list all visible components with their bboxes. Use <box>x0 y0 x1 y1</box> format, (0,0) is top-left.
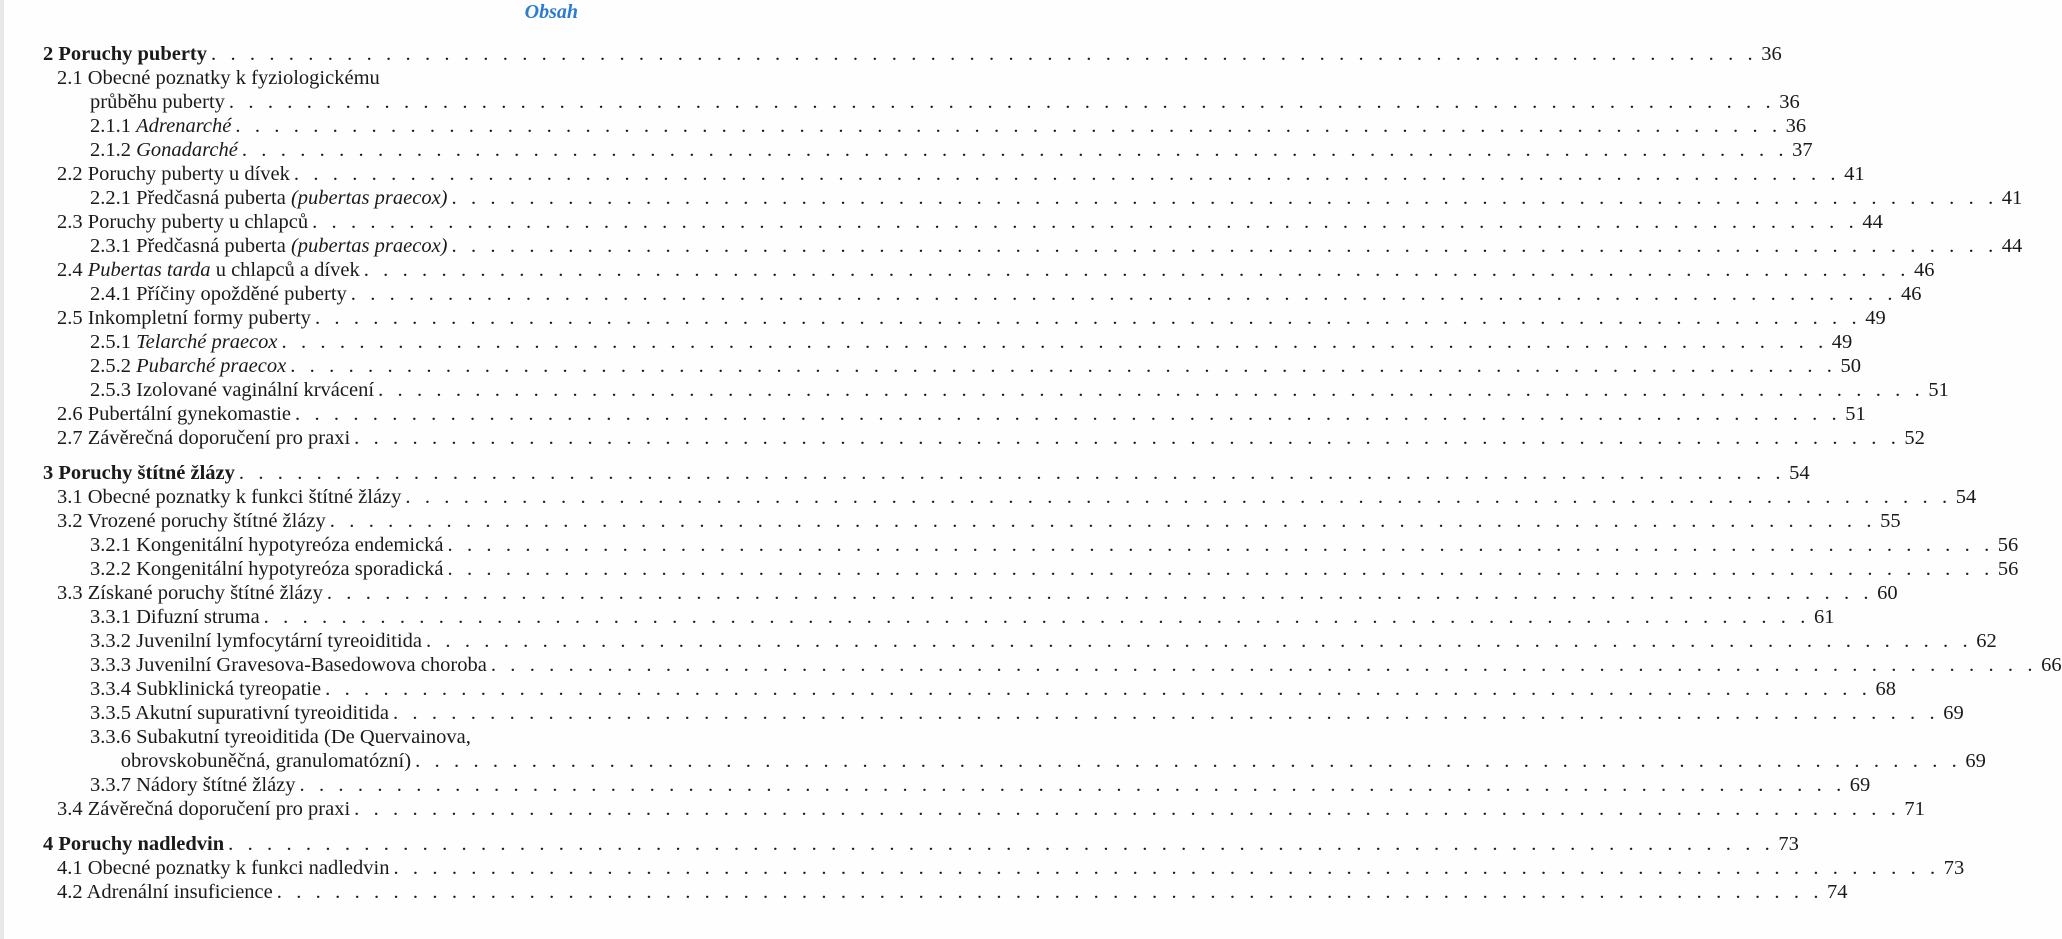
toc-entry[interactable] <box>0 282 1922 306</box>
page-number: 44 <box>2001 235 2023 257</box>
page-number: 73 <box>1778 833 1799 855</box>
toc-entry[interactable] <box>0 605 1835 629</box>
entry-title-text: 2.6 Pubertální gynekomastie <box>57 403 291 425</box>
toc-entry[interactable] <box>0 330 1853 354</box>
entry-title <box>90 725 471 749</box>
toc-entry[interactable] <box>0 629 1997 653</box>
dot-leader: . . . . . . . . . . . . . . . . . . . . . . . . . . . . . . . . . . . . . . . . . . . . . . . . . . . . . . . . . . . . . . . . . . . . . . . . . . . . . . . . <box>393 857 1940 879</box>
page-number: 46 <box>1913 259 1935 281</box>
entry-title-text: 2.5 Inkompletní formy puberty <box>57 307 311 329</box>
toc-entry[interactable] <box>0 234 2023 258</box>
dot-leader: . . . . . . . . . . . . . . . . . . . . . . . . . . . . . . . . . . . . . . . . . . . . . . . . . . . . . . . . . . . . . . . . . . . . . . . . . . . . . . . . <box>447 534 1994 556</box>
page-number: 50 <box>1840 355 1861 377</box>
dot-leader: . . . . . . . . . . . . . . . . . . . . . . . . . . . . . . . . . . . . . . . . . . . . . . . . . . . . . . . . . . . . . . . . . . . . . . . . . . . . . . . . <box>354 427 1901 449</box>
table-of-contents <box>0 42 2062 904</box>
toc-entry[interactable] <box>0 90 1800 114</box>
section-header: Obsah <box>524 1 578 23</box>
entry-title-italic: (pubertas praecox) <box>290 235 448 257</box>
toc-entry[interactable] <box>0 485 1977 509</box>
entry-title-italic: (pubertas praecox) <box>290 187 448 209</box>
entry-title-text: 2.3.1 Předčasná puberta <box>90 235 291 257</box>
dot-leader: . . . . . . . . . . . . . . . . . . . . . . . . . . . . . . . . . . . . . . . . . . . . . . . . . . . . . . . . . . . . . . . . . . . . . . . . . . . . . . . . <box>235 115 1782 137</box>
page-number: 52 <box>1904 427 1925 449</box>
page-number: 68 <box>1875 678 1896 700</box>
page-number: 69 <box>1849 774 1871 796</box>
dot-leader: . . . . . . . . . . . . . . . . . . . . . . . . . . . . . . . . . . . . . . . . . . . . . . . . . . . . . . . . . . . . . . . . . . . . . . . . . . . . . . . . <box>238 462 1786 484</box>
entry-title <box>90 557 444 581</box>
entry-title <box>43 832 224 856</box>
entry-title <box>90 186 448 210</box>
dot-leader: . . . . . . . . . . . . . . . . . . . . . . . . . . . . . . . . . . . . . . . . . . . . . . . . . . . . . . . . . . . . . . . . . . . . . . . . . . . . . . . . <box>276 881 1824 903</box>
entry-title-text: 3.3.2 Juvenilní lymfocytární tyreoiditida <box>90 630 422 652</box>
toc-entry[interactable] <box>0 426 1925 450</box>
toc-entry[interactable] <box>0 509 1901 533</box>
toc-entry[interactable] <box>0 354 1861 378</box>
toc-chapter[interactable] <box>0 461 1810 485</box>
entry-title <box>90 629 422 653</box>
toc-entry[interactable] <box>0 653 2062 677</box>
toc-entry[interactable] <box>0 701 1964 725</box>
toc-entry[interactable] <box>0 306 1886 330</box>
entry-title <box>90 533 444 557</box>
entry-title <box>57 210 308 234</box>
entry-title <box>57 880 273 904</box>
entry-title-text: 2.2 Poruchy puberty u dívek <box>57 163 290 185</box>
toc-entry[interactable] <box>0 210 1883 234</box>
entry-title <box>90 138 238 162</box>
toc-entry[interactable] <box>0 725 600 749</box>
dot-leader: . . . . . . . . . . . . . . . . . . . . . . . . . . . . . . . . . . . . . . . . . . . . . . . . . . . . . . . . . . . . . . . . . . . . . . . . . . . . . . . . <box>241 139 1789 161</box>
entry-title-text: 4 Poruchy nadledvin <box>43 833 225 855</box>
page-number: 49 <box>1865 307 1886 329</box>
page-number: 71 <box>1904 798 1925 820</box>
dot-leader: . . . . . . . . . . . . . . . . . . . . . . . . . . . . . . . . . . . . . . . . . . . . . . . . . . . . . . . . . . . . . . . . . . . . . . . . . . . . . . . . <box>378 379 1925 401</box>
entry-title <box>90 282 347 306</box>
page-number: 56 <box>1997 534 2019 556</box>
page-number: 51 <box>1928 379 1949 401</box>
toc-entry[interactable] <box>0 557 2019 581</box>
page-number: 55 <box>1880 510 1901 532</box>
entry-title <box>57 162 290 186</box>
dot-leader: . . . . . . . . . . . . . . . . . . . . . . . . . . . . . . . . . . . . . . . . . . . . . . . . . . . . . . . . . . . . . . . . . . . . . . . . . . . . . . . . <box>299 774 1846 796</box>
dot-leader: . . . . . . . . . . . . . . . . . . . . . . . . . . . . . . . . . . . . . . . . . . . . . . . . . . . . . . . . . . . . . . . . . . . . . . . . . . . . . . . . <box>405 486 1952 508</box>
entry-title <box>90 653 487 677</box>
page-number: 69 <box>1943 702 1964 724</box>
entry-title-text: průběhu puberty <box>90 91 225 113</box>
entry-title-text: 2.3 Poruchy puberty u chlapců <box>57 211 309 233</box>
dot-leader: . . . . . . . . . . . . . . . . . . . . . . . . . . . . . . . . . . . . . . . . . . . . . . . . . . . . . . . . . . . . . . . . . . . . . . . . . . . . . . . . <box>325 678 1872 700</box>
entry-title-text: 4.1 Obecné poznatky k funkci nadledvin <box>57 857 390 879</box>
dot-leader: . . . . . . . . . . . . . . . . . . . . . . . . . . . . . . . . . . . . . . . . . . . . . . . . . . . . . . . . . . . . . . . . . . . . . . . . . . . . . . . . <box>326 582 1874 604</box>
dot-leader: . . . . . . . . . . . . . . . . . . . . . . . . . . . . . . . . . . . . . . . . . . . . . . . . . . . . . . . . . . . . . . . . . . . . . . . . . . . . . . . . <box>451 235 1998 257</box>
toc-entry[interactable] <box>0 581 1898 605</box>
entry-title-text: u chlapců a dívek <box>210 259 360 281</box>
toc-entry[interactable] <box>0 138 1813 162</box>
toc-chapter[interactable] <box>0 42 1782 66</box>
entry-title-text: 3.2.2 Kongenitální hypotyreóza sporadická <box>90 558 444 580</box>
entry-title-text: 3 Poruchy štítné žlázy <box>43 462 235 484</box>
toc-entry[interactable] <box>0 402 1866 426</box>
entry-title-text: 2.1.2 <box>90 139 137 161</box>
entry-title <box>90 605 260 629</box>
entry-title-italic: Telarché praecox <box>136 331 278 353</box>
entry-title-text: 2.5.3 Izolované vaginální krvácení <box>90 379 375 401</box>
entry-title-text: obrovskobuněčná, granulomatózní) <box>90 750 412 772</box>
toc-entry[interactable] <box>0 677 1896 701</box>
dot-leader: . . . . . . . . . . . . . . . . . . . . . . . . . . . . . . . . . . . . . . . . . . . . . . . . . . . . . . . . . . . . . . . . . . . . . . . . . . . . . . . . <box>354 798 1901 820</box>
dot-leader: . . . . . . . . . . . . . . . . . . . . . . . . . . . . . . . . . . . . . . . . . . . . . . . . . . . . . . . . . . . . . . . . . . . . . . . . . . . . . . . . <box>295 403 1842 425</box>
page-number: 61 <box>1813 606 1835 628</box>
entry-title-text: 3.3 Získané poruchy štítné žlázy <box>57 582 323 604</box>
page-number: 41 <box>2001 187 2023 209</box>
entry-title-text: 2.1 Obecné poznatky k fyziologickému <box>57 67 380 89</box>
toc-entry[interactable] <box>0 378 1949 402</box>
page-number: 54 <box>1789 462 1810 484</box>
dot-leader: . . . . . . . . . . . . . . . . . . . . . . . . . . . . . . . . . . . . . . . . . . . . . . . . . . . . . . . . . . . . . . . . . . . . . . . . . . . . . . . . <box>490 654 2038 676</box>
toc-entry[interactable] <box>0 797 1925 821</box>
entry-title-text: 2 Poruchy puberty <box>43 43 207 65</box>
page-number: 56 <box>1997 558 2019 580</box>
dot-leader: . . . . . . . . . . . . . . . . . . . . . . . . . . . . . . . . . . . . . . . . . . . . . . . . . . . . . . . . . . . . . . . . . . . . . . . . . . . . . . . . <box>211 43 1758 65</box>
page-number: 46 <box>1901 283 1922 305</box>
entry-title-text: 3.3.6 Subakutní tyreoiditida (De Quervainova, <box>90 726 471 748</box>
entry-title-text: 2.5.2 <box>90 355 137 377</box>
toc-entry[interactable] <box>0 856 1965 880</box>
page-number: 74 <box>1827 881 1848 903</box>
entry-title <box>90 330 278 354</box>
entry-title-text: 4.2 Adrenální insuficience <box>57 881 273 903</box>
entry-title <box>57 509 326 533</box>
entry-title-text: 3.3.1 Difuzní struma <box>90 606 260 628</box>
entry-title <box>57 306 311 330</box>
toc-entry[interactable] <box>0 773 1871 797</box>
entry-title <box>90 114 231 138</box>
dot-leader: . . . . . . . . . . . . . . . . . . . . . . . . . . . . . . . . . . . . . . . . . . . . . . . . . . . . . . . . . . . . . . . . . . . . . . . . . . . . . . . . <box>425 630 1973 652</box>
entry-title <box>57 426 350 450</box>
entry-title-text: 2.1.1 <box>90 115 137 137</box>
entry-title-text: 3.4 Závěrečná doporučení pro praxi <box>57 798 351 820</box>
entry-title-text: 3.1 Obecné poznatky k funkci štítné žlázy <box>57 486 402 508</box>
entry-title <box>90 354 286 378</box>
page-number: 44 <box>1862 211 1883 233</box>
entry-title-text: 2.2.1 Předčasná puberta <box>90 187 291 209</box>
entry-title-text: 2.5.1 <box>90 331 137 353</box>
entry-title-text: 3.2.1 Kongenitální hypotyreóza endemická <box>90 534 444 556</box>
toc-entry[interactable] <box>0 533 2019 557</box>
entry-title-italic: Adrenarché <box>136 115 232 137</box>
entry-title <box>90 234 448 258</box>
entry-title-italic: Gonadarché <box>136 139 238 161</box>
dot-leader: . . . . . . . . . . . . . . . . . . . . . . . . . . . . . . . . . . . . . . . . . . . . . . . . . . . . . . . . . . . . . . . . . . . . . . . . . . . . . . . . <box>263 606 1810 628</box>
entry-title-text: 3.3.4 Subklinická tyreopatie <box>90 678 322 700</box>
page-number: 37 <box>1792 139 1813 161</box>
toc-entry[interactable] <box>0 162 1865 186</box>
dot-leader: . . . . . . . . . . . . . . . . . . . . . . . . . . . . . . . . . . . . . . . . . . . . . . . . . . . . . . . . . . . . . . . . . . . . . . . . . . . . . . . . <box>290 355 1837 377</box>
toc-entry[interactable] <box>0 114 1807 138</box>
entry-title-text: 3.3.3 Juvenilní Gravesova-Basedowova choroba <box>90 654 487 676</box>
entry-title <box>90 677 321 701</box>
page-number: 49 <box>1831 331 1853 353</box>
page-number: 73 <box>1943 857 1965 879</box>
page-number: 69 <box>1965 750 1986 772</box>
entry-title-text: 2.4 <box>57 259 88 281</box>
page-number: 62 <box>1976 630 1997 652</box>
entry-title <box>57 66 380 90</box>
entry-title <box>90 378 374 402</box>
toc-entry[interactable] <box>0 880 1848 904</box>
dot-leader: . . . . . . . . . . . . . . . . . . . . . . . . . . . . . . . . . . . . . . . . . . . . . . . . . . . . . . . . . . . . . . . . . . . . . . . . . . . . . . . . <box>447 558 1994 580</box>
entry-title <box>57 581 323 605</box>
entry-title <box>90 749 411 773</box>
dot-leader: . . . . . . . . . . . . . . . . . . . . . . . . . . . . . . . . . . . . . . . . . . . . . . . . . . . . . . . . . . . . . . . . . . . . . . . . . . . . . . . . <box>293 163 1841 185</box>
entry-title <box>43 42 207 66</box>
entry-title-text: 2.7 Závěrečná doporučení pro praxi <box>57 427 351 449</box>
entry-title <box>57 797 350 821</box>
entry-title <box>90 701 389 725</box>
entry-title <box>57 485 401 509</box>
entry-title <box>57 856 389 880</box>
entry-title <box>43 461 235 485</box>
toc-entry[interactable] <box>0 66 600 90</box>
entry-title-text: 3.2 Vrozené poruchy štítné žlázy <box>57 510 326 532</box>
entry-title <box>90 773 296 797</box>
entry-title <box>90 90 225 114</box>
dot-leader: . . . . . . . . . . . . . . . . . . . . . . . . . . . . . . . . . . . . . . . . . . . . . . . . . . . . . . . . . . . . . . . . . . . . . . . . . . . . . . . . <box>329 510 1877 532</box>
page-number: 41 <box>1844 163 1865 185</box>
page-number: 51 <box>1845 403 1866 425</box>
dot-leader: . . . . . . . . . . . . . . . . . . . . . . . . . . . . . . . . . . . . . . . . . . . . . . . . . . . . . . . . . . . . . . . . . . . . . . . . . . . . . . . . <box>312 211 1859 233</box>
toc-entry[interactable] <box>0 258 1935 282</box>
page-number: 36 <box>1785 115 1807 137</box>
dot-leader: . . . . . . . . . . . . . . . . . . . . . . . . . . . . . . . . . . . . . . . . . . . . . . . . . . . . . . . . . . . . . . . . . . . . . . . . . . . . . . . . <box>281 331 1828 353</box>
dot-leader: . . . . . . . . . . . . . . . . . . . . . . . . . . . . . . . . . . . . . . . . . . . . . . . . . . . . . . . . . . . . . . . . . . . . . . . . . . . . . . . . <box>314 307 1862 329</box>
entry-title-text: 3.3.7 Nádory štítné žlázy <box>90 774 296 796</box>
entry-title-text: 2.4.1 Příčiny opožděné puberty <box>90 283 347 305</box>
toc-entry[interactable] <box>0 186 2023 210</box>
toc-chapter[interactable] <box>0 832 1799 856</box>
page-number: 54 <box>1955 486 1977 508</box>
page-number: 66 <box>2041 654 2062 676</box>
page-number: 36 <box>1761 43 1782 65</box>
dot-leader: . . . . . . . . . . . . . . . . . . . . . . . . . . . . . . . . . . . . . . . . . . . . . . . . . . . . . . . . . . . . . . . . . . . . . . . . . . . . . . . . <box>228 833 1775 855</box>
dot-leader: . . . . . . . . . . . . . . . . . . . . . . . . . . . . . . . . . . . . . . . . . . . . . . . . . . . . . . . . . . . . . . . . . . . . . . . . . . . . . . . . <box>363 259 1910 281</box>
entry-title-italic: Pubarché praecox <box>136 355 287 377</box>
entry-title <box>57 402 291 426</box>
toc-entry[interactable] <box>0 749 1986 773</box>
entry-title <box>57 258 360 282</box>
entry-title-text: 3.3.5 Akutní supurativní tyreoiditida <box>90 702 389 724</box>
dot-leader: . . . . . . . . . . . . . . . . . . . . . . . . . . . . . . . . . . . . . . . . . . . . . . . . . . . . . . . . . . . . . . . . . . . . . . . . . . . . . . . . <box>451 187 1998 209</box>
page-number: 60 <box>1877 582 1898 604</box>
page-number: 36 <box>1779 91 1800 113</box>
entry-title-italic: Pubertas tarda <box>87 259 211 281</box>
dot-leader: . . . . . . . . . . . . . . . . . . . . . . . . . . . . . . . . . . . . . . . . . . . . . . . . . . . . . . . . . . . . . . . . . . . . . . . . . . . . . . . . <box>228 91 1776 113</box>
dot-leader: . . . . . . . . . . . . . . . . . . . . . . . . . . . . . . . . . . . . . . . . . . . . . . . . . . . . . . . . . . . . . . . . . . . . . . . . . . . . . . . . <box>415 750 1962 772</box>
dot-leader: . . . . . . . . . . . . . . . . . . . . . . . . . . . . . . . . . . . . . . . . . . . . . . . . . . . . . . . . . . . . . . . . . . . . . . . . . . . . . . . . <box>392 702 1940 724</box>
dot-leader: . . . . . . . . . . . . . . . . . . . . . . . . . . . . . . . . . . . . . . . . . . . . . . . . . . . . . . . . . . . . . . . . . . . . . . . . . . . . . . . . <box>350 283 1898 305</box>
